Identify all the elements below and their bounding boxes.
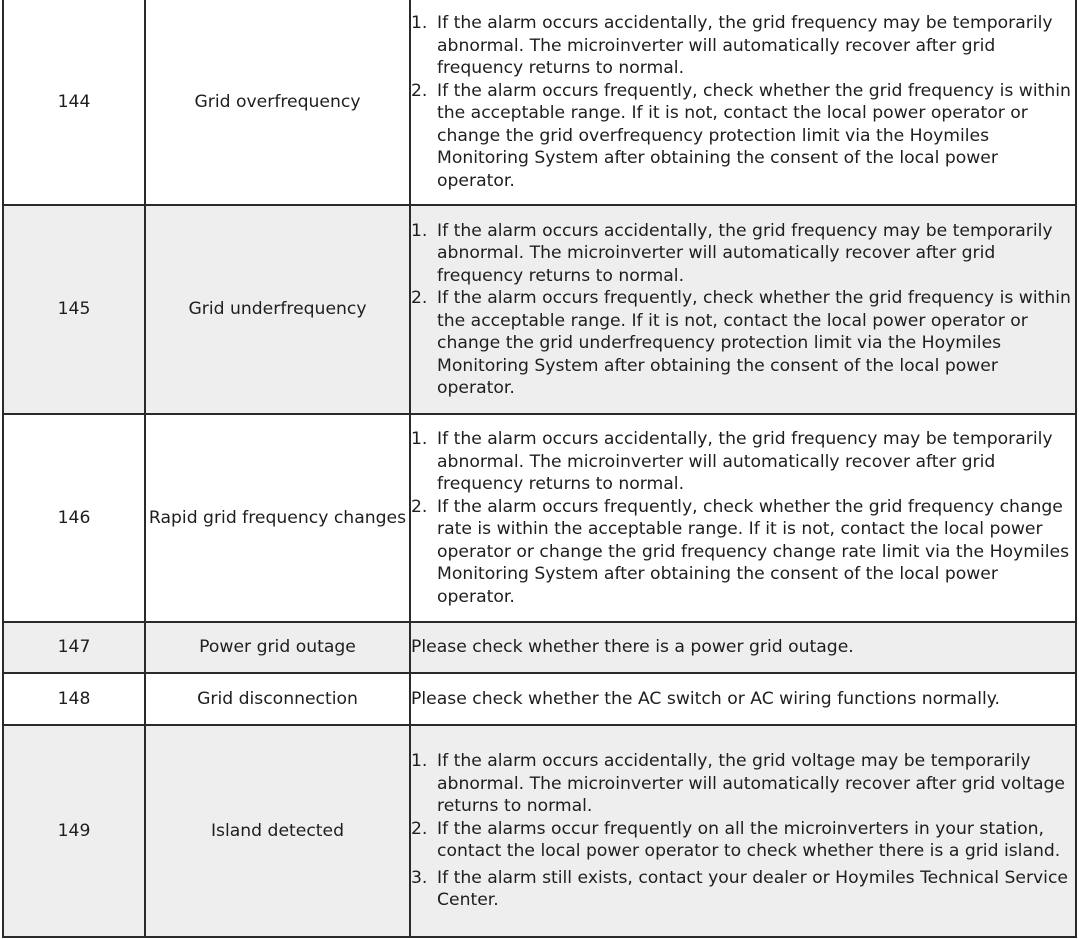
alarm-solution: Please check whether there is a power grid outage. <box>410 622 1076 673</box>
step-text: If the alarm occurs accidentally, the grid frequency may be temporarily abnormal. The microinverter will automatically recover after grid frequency returns to normal. <box>437 13 1053 78</box>
alarm-code-table <box>2 0 1077 938</box>
solution-step <box>411 750 1075 818</box>
table-row-149 <box>3 725 1076 937</box>
alarm-name: Island detected <box>145 725 410 937</box>
step-number: 2. <box>411 288 428 308</box>
alarm-code: 148 <box>3 673 145 725</box>
solution-step <box>411 220 1075 288</box>
alarm-code: 146 <box>3 414 145 622</box>
step-number: 1. <box>411 429 428 449</box>
alarm-solution <box>410 0 1076 205</box>
table-row-144 <box>3 0 1076 205</box>
step-text: If the alarm occurs frequently, check whether the grid frequency is within the acceptable range. If it is not, contact the local power operator or change the grid underfrequency protection limit via the Hoymiles Monitoring System after obtaining the consent of the local power operator. <box>437 288 1071 398</box>
table-row-148 <box>3 673 1076 725</box>
step-number: 1. <box>411 220 428 241</box>
alarm-solution <box>410 725 1076 937</box>
solution-step <box>411 867 1075 912</box>
table-row-146 <box>3 414 1076 622</box>
step-text: If the alarm occurs accidentally, the grid frequency may be temporarily abnormal. The microinverter will automatically recover after grid frequency returns to normal. <box>437 220 1053 286</box>
table-row-145 <box>3 205 1076 414</box>
alarm-code: 144 <box>3 0 145 205</box>
step-number: 1. <box>411 13 428 33</box>
step-number: 2. <box>411 496 428 517</box>
alarm-code: 145 <box>3 205 145 414</box>
alarm-name: Grid overfrequency <box>145 0 410 205</box>
alarm-code: 147 <box>3 622 145 673</box>
step-number: 2. <box>411 818 428 839</box>
step-text: If the alarms occur frequently on all the microinverters in your station, contact the local power operator to check whether there is a grid island. <box>437 818 1061 862</box>
alarm-name: Grid disconnection <box>145 673 410 725</box>
alarm-solution: Please check whether the AC switch or AC wiring functions normally. <box>410 673 1076 725</box>
solution-step <box>411 12 1075 80</box>
solution-step <box>411 428 1075 496</box>
solution-step <box>411 287 1075 400</box>
alarm-name: Rapid grid frequency changes <box>145 414 410 622</box>
step-number: 2. <box>411 80 428 101</box>
step-number: 3. <box>411 867 428 888</box>
step-text: If the alarm occurs accidentally, the grid voltage may be temporarily abnormal. The microinverter will automatically recover after grid voltage returns to normal. <box>437 751 1065 817</box>
solution-steps <box>411 220 1075 400</box>
solution-step <box>411 818 1075 863</box>
alarm-solution <box>410 205 1076 414</box>
step-text: If the alarm still exists, contact your dealer or Hoymiles Technical Service Center. <box>437 867 1068 911</box>
step-number: 1. <box>411 751 428 772</box>
solution-steps <box>411 12 1075 192</box>
alarm-name: Grid underfrequency <box>145 205 410 414</box>
solution-step <box>411 80 1075 193</box>
solution-steps <box>411 428 1075 608</box>
solution-steps <box>411 750 1075 912</box>
alarm-name: Power grid outage <box>145 622 410 673</box>
solution-step <box>411 496 1075 609</box>
step-text: If the alarm occurs frequently, check whether the grid frequency is within the acceptable range. If it is not, contact the local power operator or change the grid overfrequency protection limit via the Hoymiles Monitoring System after obtaining the consent of the local power operator. <box>437 80 1071 191</box>
step-text: If the alarm occurs frequently, check whether the grid frequency change rate is within the acceptable range. If it is not, contact the local power operator or change the grid frequency change rate limit via the Hoymiles Monitoring System after obtaining the consent of the local power operator. <box>437 496 1070 607</box>
table-row-147 <box>3 622 1076 673</box>
alarm-solution <box>410 414 1076 622</box>
alarm-code: 149 <box>3 725 145 937</box>
step-text: If the alarm occurs accidentally, the grid frequency may be temporarily abnormal. The microinverter will automatically recover after grid frequency returns to normal. <box>437 429 1053 494</box>
